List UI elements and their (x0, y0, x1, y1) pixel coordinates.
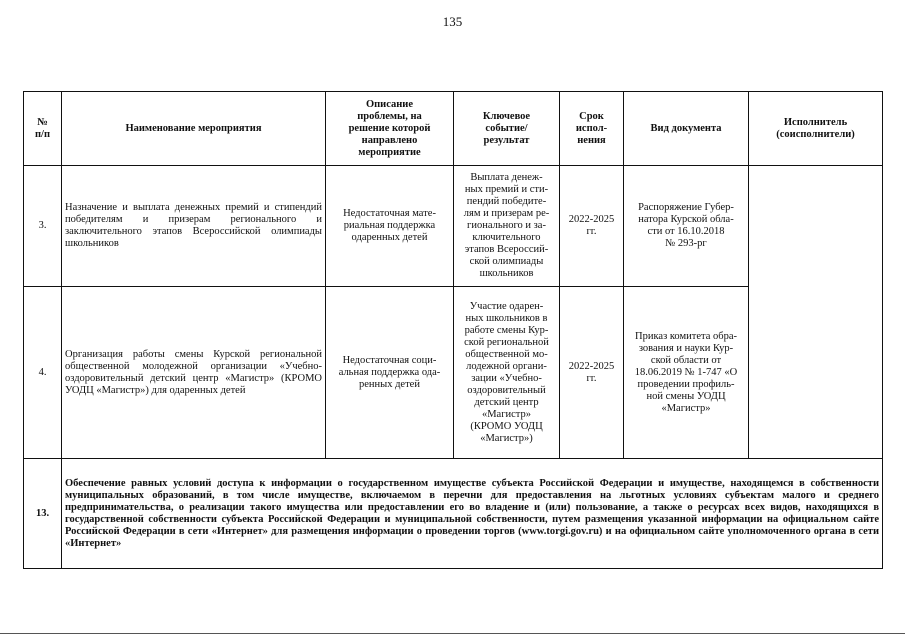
table-row (24, 166, 883, 287)
row-name: Назначение и выплата денежных премий и стипендий победителям и призерам регионального и заключительного этапов Всероссийской олимпиады школьников (62, 166, 326, 287)
header-deadline: Срок испол- нения (560, 92, 624, 166)
row-problem: Недостаточная соци- альная поддержка ода- ренных детей (326, 287, 454, 459)
header-row (24, 92, 883, 166)
section-text: Обеспечение равных условий доступа к информации о государственном имуществе субъекта Российской Федерации и имуществе, находящемся в собственности муниципальных образований, в том числе имуществе, включаемом в перечни для предоставления на льготных условиях субъектам малого и среднего предпринимательства, о реализации такого имущества или предоставлении его во владение и (или) пользование, а также о ресурсах всех видов, находящихся в государственной собственности субъекта Российской Федерации и муниципальной собственности, путем размещения указанной информации на официальном сайте Российской Федерации в сети «Интернет» для размещения информации о проведении торгов (www.torgi.gov.ru) и на официальном сайте уполномоченного органа в сети «Интернет» (62, 459, 883, 569)
row-problem: Недостаточная мате- риальная поддержка одаренных детей (326, 166, 454, 287)
row-event: Выплата денеж- ных премий и сти- пендий победите- лям и призерам ре- гионального и за- ключительного этапов Всероссий- ской олимпиады школьников (454, 166, 560, 287)
section-number: 13. (24, 459, 62, 569)
page-bottom-line (0, 633, 905, 634)
row-doc-type: Распоряжение Губер- натора Курской обла- сти от 16.10.2018 № 293-рг (624, 166, 749, 287)
row-event: Участие одарен- ных школьников в работе смены Кур- ской региональной общественной мо- лодежной органи- зации «Учебно- оздоровительный детский центр «Магистр» (КРОМО УОДЦ «Магистр») (454, 287, 560, 459)
measures-table (23, 91, 883, 569)
header-doc-type: Вид документа (624, 92, 749, 166)
header-event: Ключевое событие/ результат (454, 92, 560, 166)
row-number: 3. (24, 166, 62, 287)
row-number: 4. (24, 287, 62, 459)
row-executor (749, 166, 883, 459)
page-number: 135 (442, 14, 463, 29)
row-doc-type: Приказ комитета обра- зования и науки Кур- ской области от 18.06.2019 № 1-747 «О проведении профиль- ной смены УОДЦ «Магистр» (624, 287, 749, 459)
header-executor: Исполнитель (соисполнители) (749, 92, 883, 166)
row-name: Организация работы смены Курской региональной общественной молодежной организации «Учебно-оздоровительный детский центр «Магистр» (КРОМО УОДЦ «Магистр») для одаренных детей (62, 287, 326, 459)
row-deadline: 2022-2025 гг. (560, 287, 624, 459)
section-row (24, 459, 883, 569)
row-deadline: 2022-2025 гг. (560, 166, 624, 287)
header-num: № п/п (24, 92, 62, 166)
header-problem: Описание проблемы, на решение которой направлено мероприятие (326, 92, 454, 166)
header-name: Наименование мероприятия (62, 92, 326, 166)
